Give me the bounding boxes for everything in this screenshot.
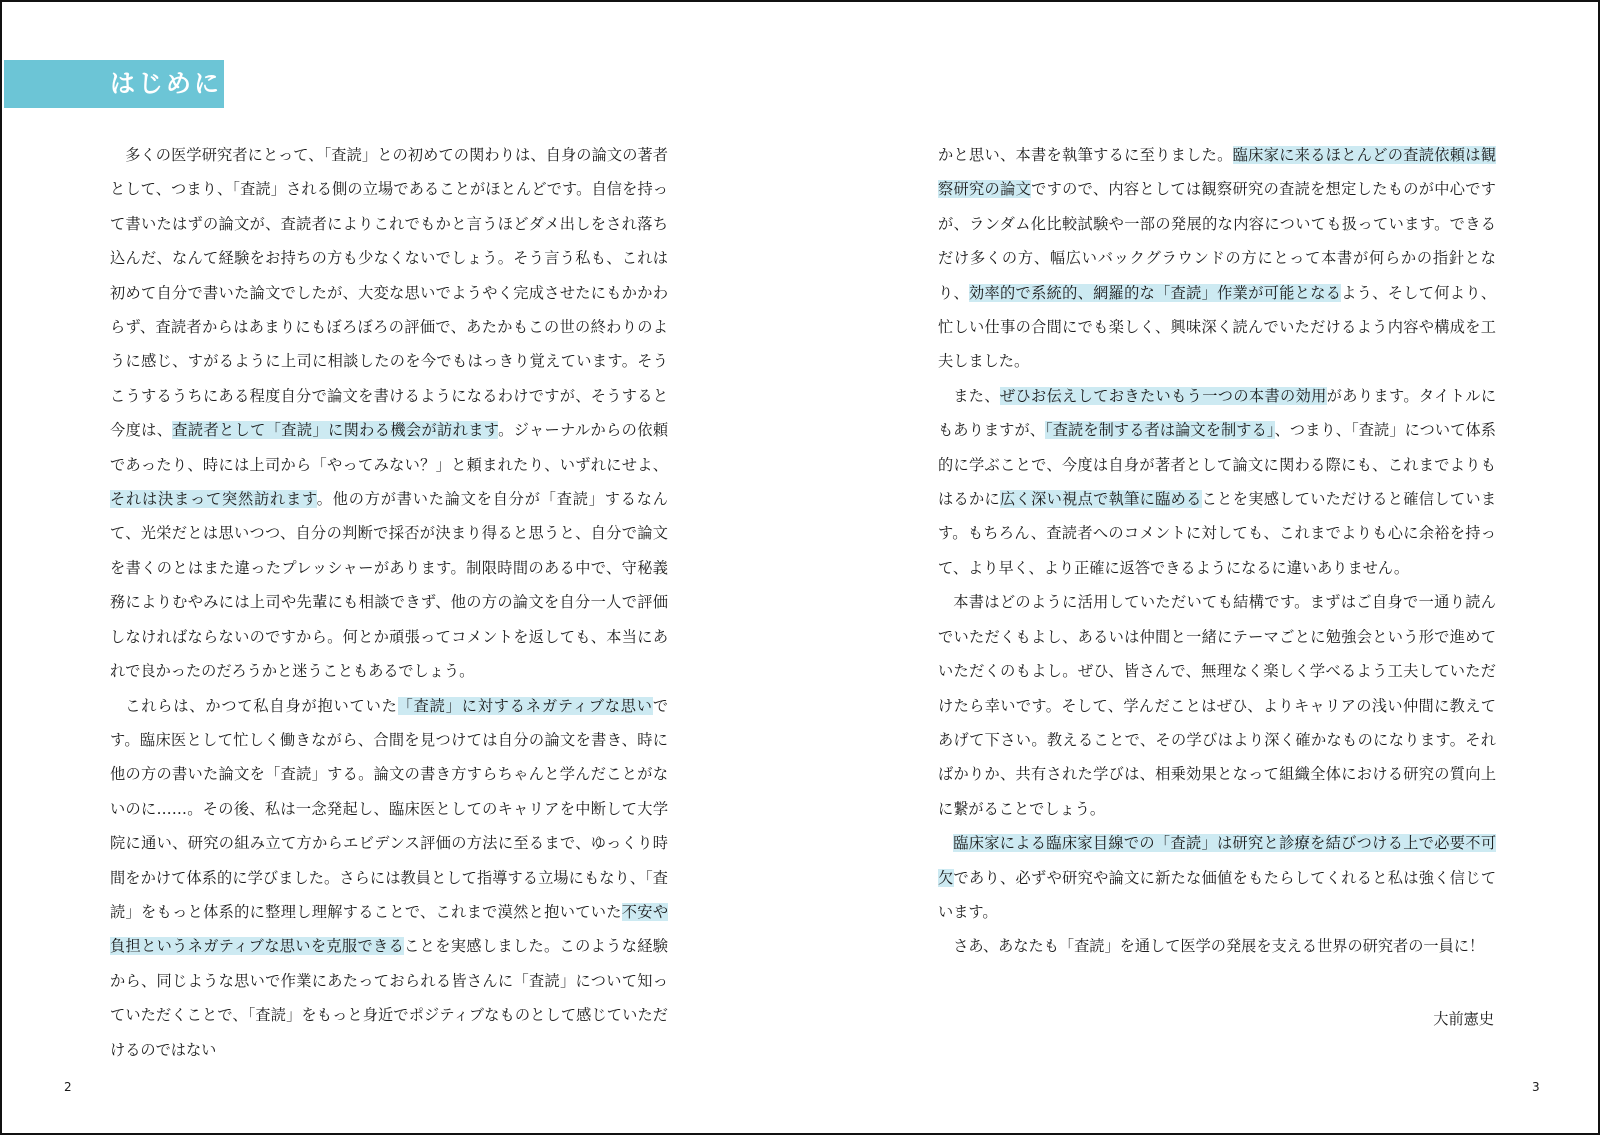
text-segment: であり、必ずや研究や論文に新たな価値をもたらしてくれると私は強く信じています。	[938, 868, 1497, 921]
text-segment: また、	[953, 386, 1000, 405]
page-heading: はじめに	[110, 69, 223, 98]
text-segment: があります。タイトルにもありますが、	[938, 386, 1497, 440]
text-segment: 。ジャーナルからの依頼であったり、時には上司から「やってみない？」と頼まれたり、いずれにせよ、	[110, 421, 669, 474]
text-segment: これらは、かつて私自身が抱いていた	[125, 696, 398, 715]
text-segment: 、つまり、「査読」について体系的に学ぶことで、今度は自身が著者として論文に関わる際にも、これまでよりもはるかに	[938, 421, 1496, 509]
highlighted-text: それは決まって突然訪れます	[110, 490, 317, 509]
highlighted-text: 効率的で系統的、網羅的な「査読」作業が可能となる	[969, 283, 1342, 302]
paragraph	[938, 379, 1496, 585]
text-segment: 。他の方が書いた論文を自分が「査読」するなんて、光栄だとは思いつつ、自分の判断で採否が決まり得ると思うと、自分で論文を書くのとはまた違ったプレッシャーがあります。制限時間のある中で、守秘義務によりむやみには上司や先輩にも相談できず、他の方の論文を自分一人で評価しなければならないのですから。何とか頑張ってコメントを返しても、本当にあれで良かったのだろうかと迷うこともあるでしょう。	[110, 490, 668, 681]
page-number-right: 3	[1532, 1080, 1540, 1094]
text-segment: です。臨床医として忙しく働きながら、合間を見つけては自分の論文を書き、時に他の方の書いた論文を「査読」する。論文の書き方すらちゃんと学んだことがないのに……。その後、私は一念発起し、臨床医としてのキャリアを中断して大学院に通い、研究の組み立て方からエビデンス評価の方法に至るまで、ゆっくり時間をかけて体系的に学びました。さらには教員として指導する立場にもなり、「査読」をもっと体系的に整理し理解することで、これまで漠然と抱いていた	[110, 696, 668, 921]
left-page-body	[110, 138, 668, 1067]
paragraph	[938, 929, 1496, 963]
text-segment: ことを実感しました。このような経験から、同じような思いで作業にあたっておられる皆さんに「査読」について知っていただくことで、「査読」をもっと身近でポジティブなものとして感じていただけるのではない	[110, 937, 668, 1059]
highlighted-text: 不安や負担というネガティブな思いを克服できる	[110, 902, 669, 956]
highlighted-text: 「査読を制する者は論文を制する」	[1045, 421, 1275, 440]
highlighted-text: 査読者として「査読」に関わる機会が訪れます	[172, 421, 499, 440]
text-segment: ことを実感していただけると確信しています。もちろん、査読者へのコメントに対しても、これまでよりも心に余裕を持って、より早く、より正確に返答できるようになるに違いありません。	[938, 490, 1497, 577]
author-signature: 大前憲史	[1433, 1010, 1494, 1028]
text-segment: ですので、内容としては観察研究の査読を想定したものが中心ですが、ランダム化比較試験や一部の発展的な内容についても扱っています。できるだけ多くの方、幅広いバックグラウンドの方にとって本書が何らかの指針となり、	[938, 180, 1496, 302]
text-segment: かと思い、本書を執筆するに至りました。	[938, 146, 1233, 164]
highlighted-text: 「査読」に対するネガティブな思い	[397, 696, 653, 715]
paragraph	[938, 138, 1496, 379]
text-segment: 本書はどのように活用していただいても結構です。まずはご自身で一通り読んでいただくもよし、あるいは仲間と一緒にテーマごとに勉強会という形で進めていただくのもよし。ぜひ、皆さんで、無理なく楽しく学べるよう工夫していただけたら幸いです。そして、学んだことはぜひ、よりキャリアの浅い仲間に教えてあげて下さい。教えることで、その学びはより深く確かなものになります。そればかりか、共有された学びは、相乗効果となって組織全体における研究の質向上に繋がることでしょう。	[938, 593, 1496, 818]
paragraph	[938, 585, 1496, 826]
highlighted-text: 広く深い視点で執筆に臨める	[1000, 490, 1202, 509]
text-segment: 多くの医学研究者にとって、「査読」との初めての関わりは、自身の論文の著者として、つまり、「査読」される側の立場であることがほとんどです。自信を持って書いたはずの論文が、査読者によりこれでもかと言うほどダメ出しをされ落ち込んだ、なんて経験をお持ちの方も少なくないでしょう。そう言う私も、これは初めて自分で書いた論文でしたが、大変な思いでようやく完成させたにもかかわらず、査読者からはあまりにもぼろぼろの評価で、あたかもこの世の終わりのように感じ、すがるように上司に相談したのを今でもはっきり覚えています。そうこうするうちにある程度自分で論文を書けるようになるわけですが、そうすると今度は、	[110, 146, 668, 440]
text-segment: よう、そして何より、忙しい仕事の合間にでも楽しく、興味深く読んでいただけるよう内容や構成を工夫しました。	[938, 283, 1497, 371]
highlighted-text: 臨床家による臨床家目線での「査読」は研究と診療を結びつける上で必要不可欠	[938, 834, 1496, 887]
paragraph	[110, 138, 668, 689]
highlighted-text: ぜひお伝えしておきたいもう一つの本書の効用	[999, 386, 1327, 405]
text-segment: さあ、あなたも「査読」を通して医学の発展を支える世界の研究者の一員に！	[953, 937, 1485, 956]
paragraph	[110, 689, 668, 1067]
page-number-left: 2	[64, 1080, 72, 1094]
highlighted-text: 臨床家に来るほとんどの査読依頼は観察研究の論文	[938, 146, 1497, 199]
paragraph	[938, 826, 1496, 929]
right-page-body	[938, 138, 1496, 964]
